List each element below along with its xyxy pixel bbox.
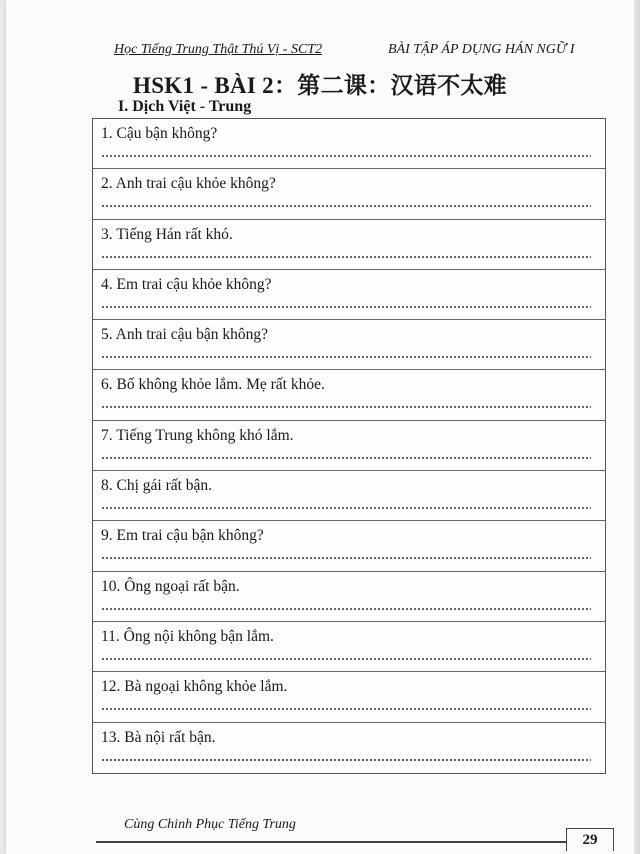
- header-series-title: Học Tiếng Trung Thật Thú Vị - SCT2: [114, 42, 323, 57]
- worksheet-page: [6, 0, 634, 854]
- answer-line[interactable]: [101, 205, 591, 207]
- section-heading: I. Dịch Việt - Trung: [118, 98, 252, 115]
- answer-line[interactable]: [101, 306, 591, 308]
- exercise-question: 12. Bà ngoại không khỏe lắm.: [101, 678, 288, 696]
- exercise-item: [93, 119, 605, 169]
- exercise-question: 5. Anh trai cậu bận không?: [101, 326, 269, 344]
- exercise-question: 10. Ông ngoại rất bận.: [101, 577, 240, 595]
- exercise-item: [93, 320, 605, 370]
- answer-line[interactable]: [101, 507, 591, 509]
- exercise-item: [93, 220, 605, 270]
- exercise-item: [93, 169, 605, 219]
- footer-slogan: Cùng Chinh Phục Tiếng Trung: [124, 817, 296, 832]
- answer-line[interactable]: [101, 557, 591, 559]
- exercise-question: 2. Anh trai cậu khỏe không?: [101, 175, 276, 193]
- answer-line[interactable]: [101, 708, 591, 710]
- exercise-item: [93, 723, 605, 773]
- answer-line[interactable]: [101, 658, 591, 660]
- exercise-question: 7. Tiếng Trung không khó lắm.: [101, 426, 294, 444]
- answer-line[interactable]: [101, 356, 591, 358]
- answer-line[interactable]: [101, 406, 591, 408]
- exercise-item: [93, 270, 605, 320]
- exercise-item: [93, 370, 605, 420]
- answer-line[interactable]: [101, 608, 591, 610]
- answer-line[interactable]: [101, 155, 591, 157]
- exercise-list: [92, 118, 606, 774]
- exercise-item: [93, 521, 605, 571]
- exercise-question: 11. Ông nội không bận lắm.: [101, 627, 274, 645]
- exercise-question: 4. Em trai cậu khỏe không?: [101, 275, 272, 293]
- answer-line[interactable]: [101, 256, 591, 258]
- exercise-item: [93, 421, 605, 471]
- exercise-question: 9. Em trai cậu bận không?: [101, 527, 264, 545]
- exercise-item: [93, 471, 605, 521]
- footer-divider: [96, 841, 614, 843]
- exercise-question: 13. Bà nội rất bận.: [101, 728, 216, 746]
- exercise-question: 8. Chị gái rất bận.: [101, 477, 213, 495]
- header-book-title: BÀI TẬP ÁP DỤNG HÁN NGỮ I: [388, 42, 575, 57]
- exercise-item: [93, 572, 605, 622]
- page-number: 29: [566, 828, 614, 851]
- answer-line[interactable]: [101, 759, 591, 761]
- answer-line[interactable]: [101, 457, 591, 459]
- exercise-question: 3. Tiếng Hán rất khó.: [101, 225, 233, 243]
- exercise-question: 1. Cậu bận không?: [101, 125, 218, 142]
- exercise-question: 6. Bố không khỏe lắm. Mẹ rất khỏe.: [101, 376, 325, 394]
- exercise-item: [93, 672, 605, 722]
- lesson-title: HSK1 - BÀI 2：第二课：汉语不太难: [133, 73, 507, 98]
- exercise-item: [93, 622, 605, 672]
- scan-edge: [634, 0, 640, 854]
